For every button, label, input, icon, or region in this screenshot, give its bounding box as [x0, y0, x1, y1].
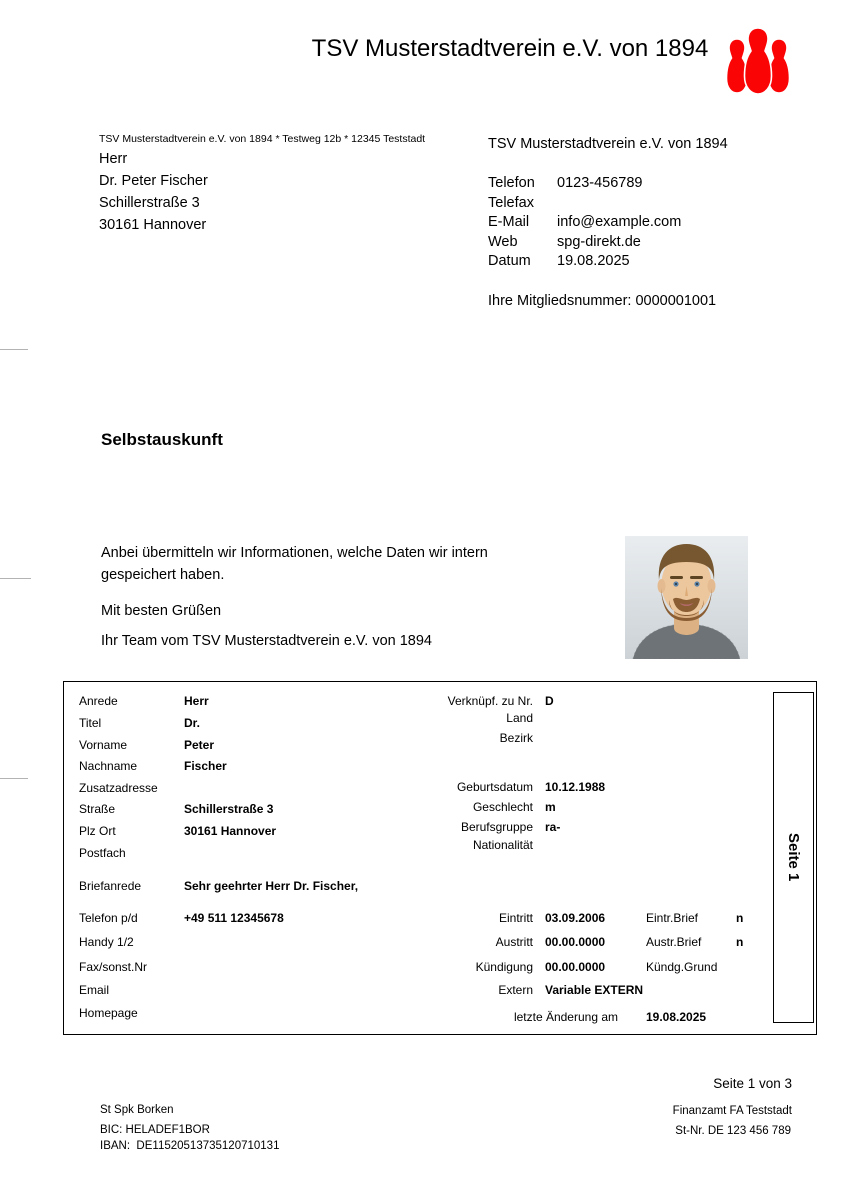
web-value: spg-direkt.de [557, 233, 641, 250]
field-telefon-pd-label: Telefon p/d [79, 911, 138, 925]
body-paragraph-line2: gespeichert haben. [101, 567, 225, 583]
field-titel-label: Titel [79, 716, 102, 730]
field-vorname-label: Vorname [79, 738, 128, 752]
field-austr-brief-value: n [736, 935, 744, 949]
field-verknuepf-value: D [545, 694, 554, 708]
field-briefanrede-value: Sehr geehrter Herr Dr. Fischer, [184, 879, 359, 893]
field-austritt-label: Austritt [495, 935, 533, 949]
field-nachname-label: Nachname [79, 759, 138, 773]
field-land-label: Land [506, 711, 533, 725]
sender-return-address: TSV Musterstadtverein e.V. von 1894 * Testweg 12b * 12345 Teststadt [99, 133, 426, 145]
field-anrede-label: Anrede [79, 694, 118, 708]
field-geschlecht-value: m [545, 800, 556, 814]
field-plzort-label: Plz Ort [79, 824, 116, 838]
field-email-label: Email [79, 983, 110, 997]
field-letzte-aenderung-value: 19.08.2025 [646, 1010, 707, 1024]
recipient-salutation: Herr [99, 151, 128, 167]
footer-bank-name: St Spk Borken [100, 1104, 174, 1116]
field-berufsgruppe-label: Berufsgruppe [460, 820, 533, 834]
member-data-box [63, 681, 817, 1035]
field-plzort-value: 30161 Hannover [184, 824, 277, 838]
field-kuendigung-label: Kündigung [475, 960, 533, 974]
field-extern-value: Variable EXTERN [545, 983, 644, 997]
page-tab-label: Seite 1 [785, 833, 802, 882]
footer-tax-number: St-Nr. DE 123 456 789 [675, 1125, 791, 1137]
page-number-tab [773, 692, 814, 1023]
body-paragraph-line1: Anbei übermitteln wir Informationen, welche Daten wir intern [101, 545, 488, 561]
field-vorname-value: Peter [184, 738, 215, 752]
field-berufsgruppe-value: ra- [545, 820, 561, 834]
fold-mark-top [0, 349, 28, 350]
field-telefon-pd-value: +49 511 12345678 [184, 911, 284, 925]
contact-row-web [488, 233, 788, 253]
field-extern-label: Extern [498, 983, 533, 997]
field-kuendg-grund-label: Kündg.Grund [646, 960, 718, 974]
page-indicator: Seite 1 von 3 [713, 1076, 792, 1091]
field-strasse-label: Straße [79, 802, 116, 816]
field-postfach-label: Postfach [79, 846, 126, 860]
email-label: E-Mail [488, 214, 530, 230]
datum-label: Datum [488, 253, 531, 269]
field-geburtsdatum-value: 10.12.1988 [545, 780, 606, 794]
field-bezirk-label: Bezirk [499, 731, 533, 745]
club-logo-bowling-pins-icon [724, 20, 792, 100]
contact-row-telefon [488, 174, 788, 194]
telefax-label: Telefax [488, 194, 534, 211]
field-strasse-value: Schillerstraße 3 [184, 802, 274, 816]
contact-info-block [488, 174, 788, 272]
page-title: TSV Musterstadtverein e.V. von 1894 [311, 35, 709, 62]
datum-value: 19.08.2025 [557, 253, 630, 269]
email-value: info@example.com [557, 214, 682, 230]
field-eintritt-label: Eintritt [498, 911, 533, 925]
field-nachname-value: Fischer [184, 759, 227, 773]
field-austritt-value: 00.00.0000 [545, 935, 606, 949]
field-anrede-value: Herr [184, 694, 209, 708]
field-eintr-brief-label: Eintr.Brief [646, 911, 699, 925]
field-zusatzadresse-label: Zusatzadresse [79, 781, 158, 795]
contact-row-email [488, 213, 788, 233]
field-handy-label: Handy 1/2 [79, 935, 134, 949]
recipient-name: Dr. Peter Fischer [99, 173, 208, 189]
telefon-label: Telefon [488, 175, 535, 191]
field-eintr-brief-value: n [736, 911, 744, 925]
field-letzte-aenderung-label: letzte Änderung am [513, 1010, 618, 1024]
recipient-address-block [99, 148, 208, 236]
recipient-city: 30161 Hannover [99, 217, 207, 233]
footer-bic: BIC: HELADEF1BOR [100, 1124, 210, 1136]
field-austr-brief-label: Austr.Brief [646, 935, 702, 949]
contact-row-telefax [488, 194, 788, 214]
closing-line: Mit besten Grüßen [101, 603, 222, 619]
web-label: Web [488, 233, 518, 250]
signature-line: Ihr Team vom TSV Musterstadtverein e.V. von 1894 [101, 633, 432, 649]
field-verknuepf-label: Verknüpf. zu Nr. [447, 694, 533, 708]
membership-number: Ihre Mitgliedsnummer: 0000001001 [488, 293, 717, 309]
fold-mark-bottom [0, 778, 28, 779]
field-homepage-label: Homepage [79, 1006, 138, 1020]
telefon-value: 0123-456789 [557, 175, 643, 191]
punch-mark-middle [0, 578, 31, 579]
field-geburtsdatum-label: Geburtsdatum [456, 780, 533, 794]
footer-iban: IBAN: DE11520513735120710131 [100, 1140, 280, 1152]
field-fax-label: Fax/sonst.Nr [79, 960, 148, 974]
body-paragraph [101, 542, 488, 586]
field-geschlecht-label: Geschlecht [472, 800, 533, 814]
contact-row-datum [488, 252, 788, 272]
field-briefanrede-label: Briefanrede [79, 879, 142, 893]
field-titel-value: Dr. [184, 716, 201, 730]
footer-tax-office: Finanzamt FA Teststadt [672, 1105, 792, 1117]
field-eintritt-value: 03.09.2006 [545, 911, 606, 925]
subject-heading: Selbstauskunft [101, 430, 223, 449]
field-kuendigung-value: 00.00.0000 [545, 960, 606, 974]
field-nationalitaet-label: Nationalität [472, 838, 533, 852]
member-photo [625, 536, 748, 659]
org-name: TSV Musterstadtverein e.V. von 1894 [488, 136, 728, 152]
recipient-street: Schillerstraße 3 [99, 195, 200, 211]
